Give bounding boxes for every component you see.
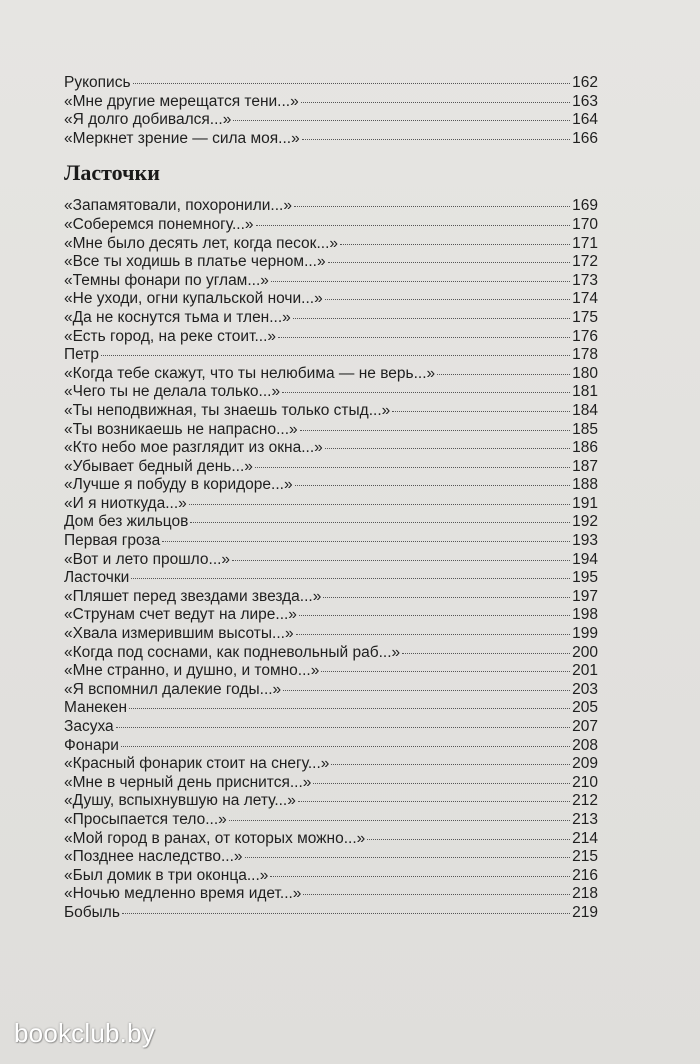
toc-entry-page-number: 213 xyxy=(572,810,598,828)
toc-entry-page-number: 195 xyxy=(572,569,598,587)
toc-entry-page-number: 201 xyxy=(572,662,598,680)
toc-entry xyxy=(64,699,598,718)
dot-leader xyxy=(189,504,570,505)
toc-entry-page-number: 214 xyxy=(572,829,598,847)
toc-entry-page-number: 199 xyxy=(572,625,598,643)
dot-leader xyxy=(283,690,570,691)
toc-entry xyxy=(64,588,598,607)
dot-leader xyxy=(328,262,571,263)
toc-entry-title: Засуха xyxy=(64,718,114,735)
toc-entry-page-number: 207 xyxy=(572,718,598,735)
toc-entry xyxy=(64,253,598,272)
toc-entry-page-number: 188 xyxy=(572,476,598,494)
toc-entry-title: Первая гроза xyxy=(64,532,161,550)
toc-entry-page-number: 186 xyxy=(572,439,598,457)
toc-entry-page-number: 212 xyxy=(572,792,598,810)
toc-entry-page-number: 164 xyxy=(572,111,598,129)
toc-entry-page-number: 184 xyxy=(572,401,598,419)
toc-entry xyxy=(64,830,598,849)
toc-entry-title: «Вот и лето прошло...» xyxy=(64,550,231,568)
toc-entry-title: «Позднее наследство...» xyxy=(64,848,243,866)
toc-entry xyxy=(64,74,598,93)
dot-leader xyxy=(116,727,570,728)
dot-leader xyxy=(340,244,570,245)
toc-entry-title: «Пляшет перед звездами звезда...» xyxy=(64,587,322,605)
toc-entry xyxy=(64,681,598,700)
toc-entry-page-number: 169 xyxy=(572,197,598,215)
toc-entry-page-number: 216 xyxy=(572,866,598,884)
toc-entry-title: Рукопись xyxy=(64,74,131,91)
toc-entry-title: Бобыль xyxy=(64,903,120,921)
toc-entry xyxy=(64,885,598,904)
dot-leader xyxy=(303,894,570,895)
dot-leader xyxy=(229,820,570,821)
toc-entry-title: «Ночью медленно время идет...» xyxy=(64,885,302,903)
toc-entry-page-number: 181 xyxy=(572,383,598,401)
toc-entry xyxy=(64,383,598,402)
toc-entry-page-number: 193 xyxy=(572,532,598,550)
toc-entry-title: «Меркнет зрение — сила моя...» xyxy=(64,129,300,147)
toc-entry xyxy=(64,495,598,514)
toc-entry xyxy=(64,328,598,347)
toc-entry-page-number: 174 xyxy=(572,290,598,308)
toc-entry-title: «Мне другие мерещатся тени...» xyxy=(64,92,299,110)
toc-entry xyxy=(64,867,598,886)
toc-entry xyxy=(64,272,598,291)
toc-entry-title: «Не уходи, огни купальской ночи...» xyxy=(64,290,323,308)
toc-entry-page-number: 198 xyxy=(572,606,598,624)
dot-leader xyxy=(271,281,570,282)
dot-leader xyxy=(301,102,570,103)
toc-entry-page-number: 185 xyxy=(572,420,598,438)
toc-entry xyxy=(64,402,598,421)
toc-entry-page-number: 218 xyxy=(572,885,598,903)
dot-leader xyxy=(122,913,570,914)
dot-leader xyxy=(101,355,570,356)
toc-entry-title: «Все ты ходишь в платье черном...» xyxy=(64,253,326,271)
toc-entry-title: «Красный фонарик стоит на снегу...» xyxy=(64,755,330,773)
dot-leader xyxy=(256,225,571,226)
toc-entry-page-number: 180 xyxy=(572,364,598,382)
toc-entry xyxy=(64,848,598,867)
toc-entry-title: «Душу, вспыхнувшую на лету...» xyxy=(64,792,296,810)
toc-entry xyxy=(64,111,598,130)
toc-entry-page-number: 191 xyxy=(572,494,598,512)
toc-entry-title: «Чего ты не делала только...» xyxy=(64,383,281,401)
section-heading: Ласточки xyxy=(64,160,160,186)
toc-entry-page-number: 208 xyxy=(572,736,598,754)
toc-entry xyxy=(64,513,598,532)
dot-leader xyxy=(121,746,570,747)
toc-entry-title: «Соберемся понемногу...» xyxy=(64,215,254,233)
toc-entry-page-number: 205 xyxy=(572,699,598,717)
toc-entry-page-number: 197 xyxy=(572,587,598,605)
toc-group-top xyxy=(64,74,598,148)
toc-entry xyxy=(64,309,598,328)
toc-entry-page-number: 171 xyxy=(572,234,598,252)
toc-entry-page-number: 170 xyxy=(572,215,598,233)
dot-leader xyxy=(270,876,570,877)
dot-leader xyxy=(331,764,570,765)
dot-leader xyxy=(299,615,570,616)
toc-entry-page-number: 166 xyxy=(572,129,598,147)
toc-entry-title: «Я долго добивался...» xyxy=(64,111,232,129)
dot-leader xyxy=(295,485,571,486)
toc-entry-page-number: 163 xyxy=(572,92,598,110)
dot-leader xyxy=(294,206,570,207)
toc-entry xyxy=(64,718,598,737)
toc-entry-title: «Когда под соснами, как подневольный раб...» xyxy=(64,643,401,661)
toc-entry-title: «Мне было десять лет, когда песок...» xyxy=(64,234,338,252)
dot-leader xyxy=(392,411,570,412)
dot-leader xyxy=(367,839,570,840)
toc-entry xyxy=(64,93,598,112)
dot-leader xyxy=(321,671,570,672)
toc-entry-title: «Да не коснутся тьма и тлен...» xyxy=(64,308,291,326)
toc-entry xyxy=(64,421,598,440)
dot-leader xyxy=(402,653,570,654)
toc-entry-title: «Ты возникаешь не напрасно...» xyxy=(64,420,298,438)
toc-entry-title: «И я ниоткуда...» xyxy=(64,494,187,512)
toc-entry xyxy=(64,216,598,235)
toc-entry xyxy=(64,737,598,756)
toc-entry xyxy=(64,774,598,793)
toc-group-lastochki xyxy=(64,197,598,922)
toc-entry-page-number: 209 xyxy=(572,755,598,773)
dot-leader xyxy=(278,337,570,338)
toc-entry-page-number: 172 xyxy=(572,253,598,271)
toc-entry-page-number: 173 xyxy=(572,271,598,289)
dot-leader xyxy=(325,448,570,449)
dot-leader xyxy=(325,299,570,300)
table-of-contents xyxy=(64,74,598,923)
toc-entry-title: «Просыпается тело...» xyxy=(64,810,227,828)
toc-entry xyxy=(64,458,598,477)
toc-entry xyxy=(64,569,598,588)
toc-entry-page-number: 178 xyxy=(572,346,598,364)
toc-entry-page-number: 175 xyxy=(572,308,598,326)
toc-entry-page-number: 187 xyxy=(572,457,598,475)
toc-entry-title: «Когда тебе скажут, что ты нелюбима — не верь...» xyxy=(64,364,436,382)
dot-leader xyxy=(302,139,570,140)
toc-entry xyxy=(64,811,598,830)
toc-entry xyxy=(64,606,598,625)
toc-entry xyxy=(64,904,598,923)
toc-entry-title: «Струнам счет ведут на лире...» xyxy=(64,606,297,624)
toc-entry-page-number: 210 xyxy=(572,773,598,791)
toc-entry xyxy=(64,792,598,811)
toc-entry xyxy=(64,197,598,216)
dot-leader xyxy=(313,783,570,784)
toc-entry-title: «Убывает бедный день...» xyxy=(64,457,253,475)
toc-entry-page-number: 219 xyxy=(572,903,598,921)
dot-leader xyxy=(282,392,570,393)
toc-entry-title: «Запамятовали, похоронили...» xyxy=(64,197,292,215)
toc-entry-page-number: 192 xyxy=(572,513,598,531)
toc-entry-title: Дом без жильцов xyxy=(64,513,189,531)
toc-entry-title: «Хвала измерившим высоты...» xyxy=(64,625,294,643)
toc-entry xyxy=(64,130,598,149)
toc-entry-title: «Мне в черный день приснится...» xyxy=(64,773,312,791)
dot-leader xyxy=(323,597,570,598)
toc-entry-page-number: 176 xyxy=(572,327,598,345)
dot-leader xyxy=(133,83,571,84)
dot-leader xyxy=(300,430,570,431)
toc-entry xyxy=(64,439,598,458)
toc-entry-title: «Мне странно, и душно, и томно...» xyxy=(64,662,320,680)
toc-entry-title: «Темны фонари по углам...» xyxy=(64,271,269,289)
dot-leader xyxy=(298,801,570,802)
toc-entry-title: «Лучше я побуду в коридоре...» xyxy=(64,476,293,494)
toc-entry-page-number: 215 xyxy=(572,848,598,866)
toc-entry xyxy=(64,346,598,365)
toc-entry-page-number: 194 xyxy=(572,550,598,568)
toc-entry-title: «Я вспомнил далекие годы...» xyxy=(64,680,282,698)
dot-leader xyxy=(190,522,570,523)
toc-entry xyxy=(64,235,598,254)
toc-entry-page-number: 203 xyxy=(572,680,598,698)
dot-leader xyxy=(296,634,571,635)
dot-leader xyxy=(233,120,570,121)
dot-leader xyxy=(162,541,570,542)
dot-leader xyxy=(255,467,570,468)
dot-leader xyxy=(232,560,570,561)
dot-leader xyxy=(437,374,570,375)
toc-entry-title: «Есть город, на реке стоит...» xyxy=(64,327,276,345)
toc-entry-title: «Был домик в три оконца...» xyxy=(64,866,269,884)
toc-entry xyxy=(64,644,598,663)
dot-leader xyxy=(131,578,570,579)
toc-entry-page-number: 200 xyxy=(572,643,598,661)
toc-entry xyxy=(64,365,598,384)
toc-entry xyxy=(64,290,598,309)
toc-entry-title: «Кто небо мое разглядит из окна...» xyxy=(64,439,323,457)
toc-entry xyxy=(64,532,598,551)
toc-entry xyxy=(64,755,598,774)
toc-entry-title: Ласточки xyxy=(64,569,130,587)
toc-entry-page-number: 162 xyxy=(572,74,598,91)
toc-entry-title: «Мой город в ранах, от которых можно...» xyxy=(64,829,366,847)
dot-leader xyxy=(245,857,571,858)
toc-entry xyxy=(64,625,598,644)
dot-leader xyxy=(293,318,570,319)
toc-entry-title: Манекен xyxy=(64,699,128,717)
toc-entry-title: Фонари xyxy=(64,736,119,754)
toc-entry-title: «Ты неподвижная, ты знаешь только стыд...» xyxy=(64,401,391,419)
watermark-logo: bookclub.by xyxy=(14,1018,155,1048)
dot-leader xyxy=(129,708,570,709)
toc-entry-title: Петр xyxy=(64,346,99,364)
toc-entry xyxy=(64,662,598,681)
toc-entry xyxy=(64,476,598,495)
toc-entry xyxy=(64,551,598,570)
